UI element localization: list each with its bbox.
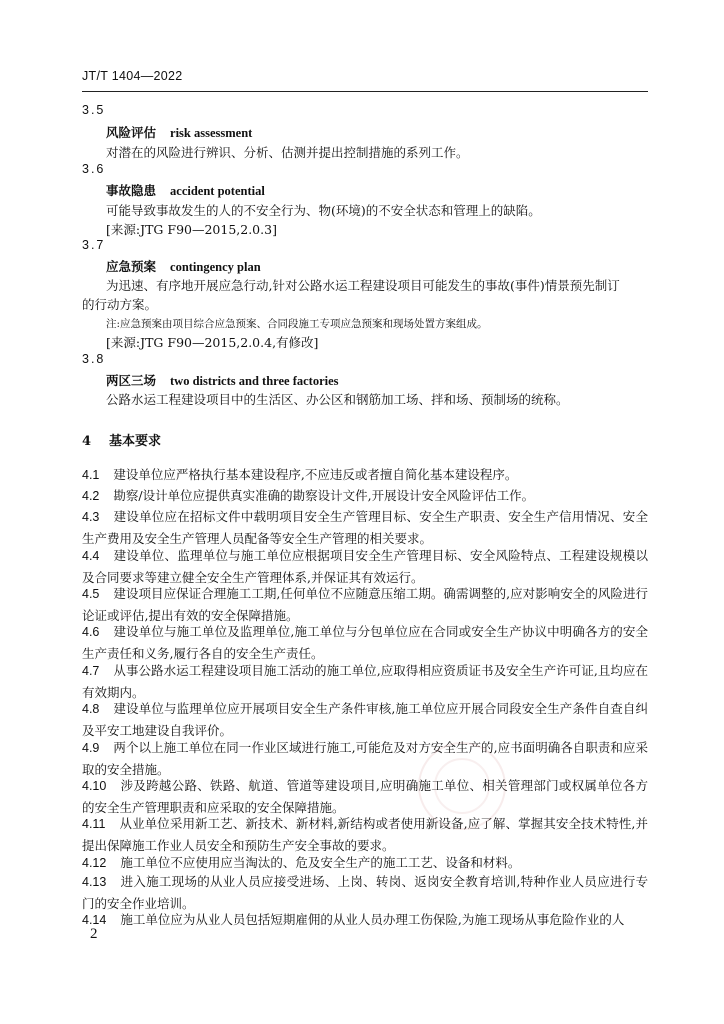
clause-text: 从事公路水运工程建设项目施工活动的施工单位,应取得相应资质证书及安全生产许可证,且均应在有效期内。 (82, 663, 648, 700)
clause-number: 4.1 (82, 468, 100, 482)
clause (82, 464, 648, 486)
term-number: 3.7 (82, 238, 106, 252)
term-zh: 事故隐患 (106, 183, 157, 198)
clause-number: 4.13 (82, 875, 107, 889)
section-heading (82, 430, 161, 449)
clause-text: 涉及跨越公路、铁路、航道、管道等建设项目,应明确施工单位、相关管理部门或权属单位各方的安全生产管理职责和应采取的安全保障措施。 (82, 778, 648, 815)
clause (82, 871, 648, 914)
standard-code: JT/T 1404—2022 (82, 69, 183, 83)
term-source: [来源:JTG F90—2015,2.0.3] (106, 222, 277, 237)
clause-text: 建设单位、监理单位与施工单位应根据项目安全生产管理目标、安全风险特点、工程建设规模以及合同要求等建立健全安全生产管理体系,并保证其有效运行。 (82, 548, 648, 585)
term-en: risk assessment (170, 126, 253, 140)
term-heading (106, 371, 339, 389)
term-zh: 两区三场 (106, 373, 157, 388)
clause (82, 583, 648, 626)
faint-seal-watermark (418, 742, 506, 830)
clause (82, 506, 648, 549)
term-note: 注:应急预案由项目综合应急预案、合同段施工专项应急预案和现场处置方案组成。 (106, 318, 488, 330)
clause-number: 4.8 (82, 702, 100, 716)
term-number: 3.8 (82, 352, 106, 366)
clause-text: 建设单位与施工单位及监理单位,施工单位与分包单位应在合同或安全生产协议中明确各方的安全生产责任和义务,履行各自的安全生产责任。 (82, 624, 648, 661)
clause (82, 775, 648, 818)
clause-number: 4.12 (82, 856, 107, 870)
clause (82, 485, 648, 507)
clause (82, 909, 648, 931)
clause-number: 4.6 (82, 625, 100, 639)
clause-number: 4.3 (82, 510, 100, 524)
clause-text: 建设项目应保证合理施工工期,任何单位不应随意压缩工期。确需调整的,应对影响安全的风险进行论证或评估,提出有效的安全保障措施。 (82, 586, 648, 623)
clause-text: 建设单位应严格执行基本建设程序,不应违反或者擅自简化基本建设程序。 (113, 467, 518, 482)
term-source: [来源:JTG F90—2015,2.0.4,有修改] (106, 335, 319, 350)
clause-text: 勘察/设计单位应提供真实准确的勘察设计文件,开展设计安全风险评估工作。 (113, 488, 535, 503)
header-rule (82, 91, 648, 92)
page-number: 2 (90, 926, 98, 942)
term-definition: 对潜在的风险进行辨识、分析、估测并提出控制措施的系列工作。 (106, 145, 469, 160)
term-heading (106, 181, 265, 199)
clause-text: 两个以上施工单位在同一作业区域进行施工,可能危及对方安全生产的,应书面明确各自职责和应采取的安全措施。 (82, 740, 648, 777)
clause-text: 从业单位采用新工艺、新技术、新材料,新结构或者使用新设备,应了解、掌握其安全技术特性,并提出保障施工作业人员安全和预防生产安全事故的要求。 (82, 816, 648, 853)
term-definition: 公路水运工程建设项目中的生活区、办公区和钢筋加工场、拌和场、预制场的统称。 (106, 392, 569, 407)
clause (82, 621, 648, 664)
term-zh: 风险评估 (106, 125, 157, 140)
clause-number: 4.5 (82, 587, 100, 601)
clause (82, 737, 648, 780)
term-definition-cont: 的行动方案。 (82, 297, 158, 312)
clause-text: 施工单位不应使用应当淘汰的、危及安全生产的施工工艺、设备和材料。 (120, 855, 521, 870)
term-en: two districts and three factories (170, 374, 339, 388)
clause (82, 813, 648, 856)
term-definition: 可能导致事故发生的人的不安全行为、物(环境)的不安全状态和管理上的缺陷。 (106, 203, 541, 218)
clause (82, 698, 648, 741)
clause-number: 4.11 (82, 817, 106, 831)
clause-number: 4.10 (82, 779, 107, 793)
clause-number: 4.2 (82, 489, 100, 503)
clause-text: 建设单位与监理单位应开展项目安全生产条件审核,施工单位应开展合同段安全生产条件自查自纠及平安工地建设自我评价。 (82, 701, 648, 738)
term-heading (106, 257, 261, 275)
clause-number: 4.4 (82, 549, 100, 563)
clause (82, 660, 648, 703)
term-en: accident potential (170, 184, 265, 198)
term-heading (106, 123, 252, 141)
term-zh: 应急预案 (106, 259, 157, 274)
clause-text: 进入施工现场的从业人员应接受进场、上岗、转岗、返岗安全教育培训,特种作业人员应进行专门的安全作业培训。 (82, 874, 648, 911)
section-number: 4 (82, 434, 92, 449)
term-number: 3.5 (82, 103, 106, 117)
clause-number: 4.14 (82, 913, 107, 927)
clause-text: 建设单位应在招标文件中载明项目安全生产管理目标、安全生产职责、安全生产信用情况、安全生产费用及安全生产管理人员配备等安全生产管理的相关要求。 (82, 509, 648, 546)
section-title: 基本要求 (109, 434, 162, 449)
clause-number: 4.9 (82, 741, 100, 755)
clause (82, 545, 648, 588)
clause-text: 施工单位应为从业人员包括短期雇佣的从业人员办理工伤保险,为施工现场从事危险作业的人 (120, 912, 625, 927)
term-number: 3.6 (82, 162, 106, 176)
term-definition: 为迅速、有序地开展应急行动,针对公路水运工程建设项目可能发生的事故(事件)情景预先制订 (106, 278, 620, 293)
term-en: contingency plan (170, 260, 261, 274)
clause-number: 4.7 (82, 664, 100, 678)
